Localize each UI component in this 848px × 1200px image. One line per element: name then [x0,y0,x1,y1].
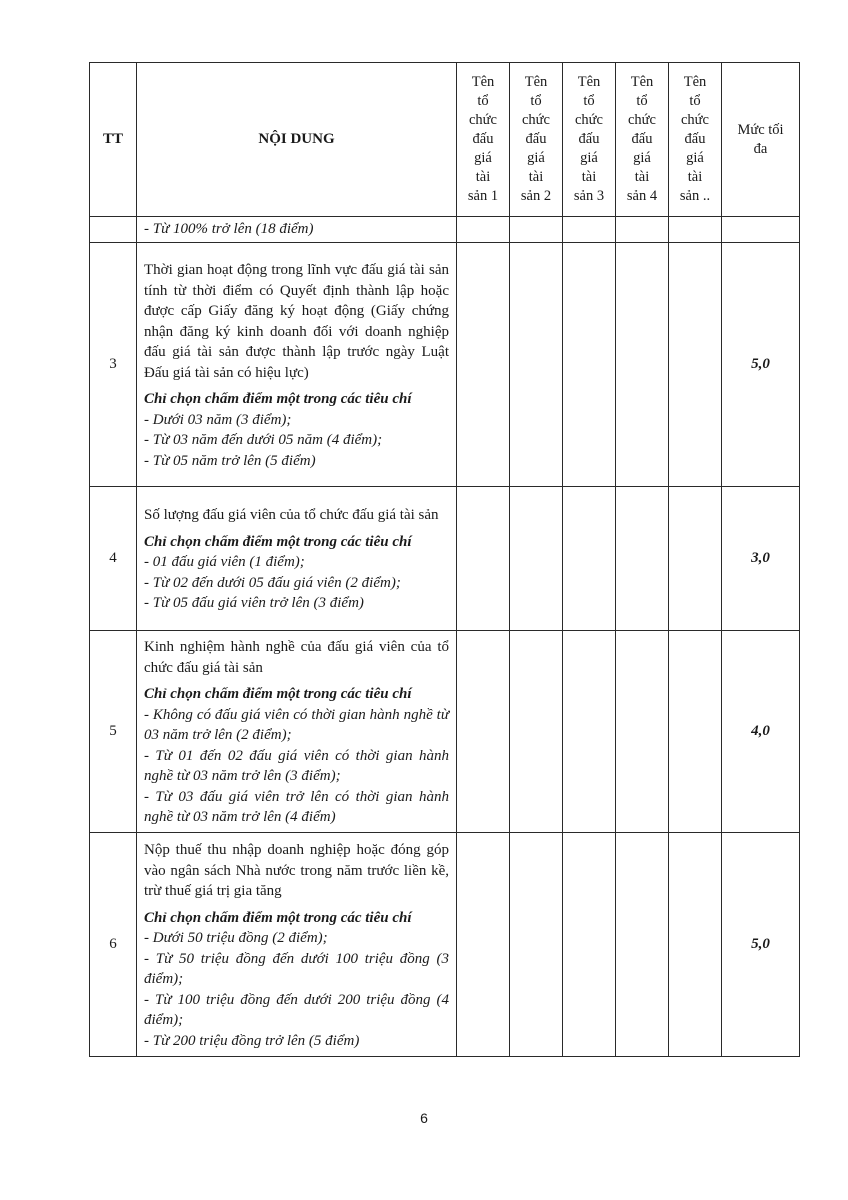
score-cell [457,243,510,487]
criterion-instruction: Chỉ chọn chấm điểm một trong các tiêu chí [144,533,412,550]
criterion-content [137,631,457,833]
header-tt: TT [90,63,137,217]
score-cell [563,487,616,631]
criterion-option: - Dưới 50 triệu đồng (2 điểm); [144,930,328,946]
score-cell [669,833,722,1057]
score-cell [457,487,510,631]
criterion-content [137,243,457,487]
score-cell [669,487,722,631]
criterion-option: - Dưới 03 năm (3 điểm); [144,411,292,428]
row-number: 3 [90,243,137,487]
score-cell [669,243,722,487]
table-row [90,243,800,487]
header-noi-dung: NỘI DUNG [137,63,457,217]
criterion-option: - Từ 01 đến 02 đấu giá viên có thời gian hành nghề từ 03 năm trở lên (3 điểm); [144,747,449,785]
criterion-content [137,833,457,1057]
criterion-content [137,487,457,631]
scoring-table [89,62,800,1057]
header-org-4: Tên tổ chức đấu giá tài sản 4 [616,63,669,217]
row-number: 5 [90,631,137,833]
row-number: 4 [90,487,137,631]
score-cell [616,243,669,487]
carry-over-option: - Từ 100% trở lên (18 điểm) [144,221,314,238]
criterion-option: - Từ 03 năm đến dưới 05 năm (4 điểm); [144,432,383,448]
header-row [90,63,800,217]
criterion-instruction: Chỉ chọn chấm điểm một trong các tiêu chí [144,686,412,703]
table-row [90,631,800,833]
table-row [90,217,800,243]
criterion-description: Kinh nghiệm hành nghề của đấu giá viên của tổ chức đấu giá tài sản [144,639,449,676]
score-cell [616,631,669,833]
score-cell [457,833,510,1057]
criterion-option: - Từ 03 đấu giá viên trở lên có thời gian hành nghề từ 03 năm trở lên (4 điểm) [144,788,449,826]
score-cell [616,487,669,631]
criterion-option: - 01 đấu giá viên (1 điểm); [144,554,305,571]
criterion-instruction: Chỉ chọn chấm điểm một trong các tiêu chí [144,391,412,407]
max-score: 3,0 [722,487,800,631]
criterion-option: - Từ 200 triệu đồng trở lên (5 điểm) [144,1032,360,1049]
score-cell [563,833,616,1057]
criterion-description: Số lượng đấu giá viên của tổ chức đấu giá tài sản [144,507,439,524]
row-number: 6 [90,833,137,1057]
header-org-5: Tên tổ chức đấu giá tài sản .. [669,63,722,217]
max-score: 5,0 [722,243,800,487]
max-score: 4,0 [722,631,800,833]
criterion-option: - Từ 05 đấu giá viên trở lên (3 điểm) [144,595,364,612]
table-row [90,833,800,1057]
criterion-option: - Từ 02 đến dưới 05 đấu giá viên (2 điểm); [144,574,401,591]
score-cell [510,487,563,631]
criterion-option: - Từ 100 triệu đồng đến dưới 200 triệu đồng (4 điểm); [144,991,449,1028]
criterion-option: - Từ 05 năm trở lên (5 điểm) [144,452,316,469]
criterion-description: Nộp thuế thu nhập doanh nghiệp hoặc đóng góp vào ngân sách Nhà nước trong năm trước liền kề, trừ thuế giá trị gia tăng [144,842,449,899]
header-org-1: Tên tổ chức đấu giá tài sản 1 [457,63,510,217]
criterion-instruction: Chỉ chọn chấm điểm một trong các tiêu chí [144,909,412,926]
score-cell [669,631,722,833]
score-cell [457,631,510,833]
criterion-description: Thời gian hoạt động trong lĩnh vực đấu giá tài sản tính từ thời điểm có Quyết định thành lập hoặc được cấp Giấy đăng ký hoạt động (Giấy chứng nhận đăng ký kinh doanh đối với doanh nghiệp đấu giá tài sản được thành lập trước ngày Luật Đấu giá tài sản có hiệu lực) [144,262,449,381]
score-cell [510,243,563,487]
criterion-option: - Không có đấu giá viên có thời gian hành nghề từ 03 năm trở lên (2 điểm); [144,706,449,744]
score-cell [510,631,563,833]
score-cell [563,631,616,833]
score-cell [510,833,563,1057]
score-cell [616,833,669,1057]
page-number: 6 [420,1110,428,1126]
max-score: 5,0 [722,833,800,1057]
header-org-3: Tên tổ chức đấu giá tài sản 3 [563,63,616,217]
score-cell [563,243,616,487]
criterion-option: - Từ 50 triệu đồng đến dưới 100 triệu đồng (3 điểm); [144,950,449,987]
table-row [90,487,800,631]
header-max-score: Mức tối đa [722,63,800,217]
header-org-2: Tên tổ chức đấu giá tài sản 2 [510,63,563,217]
